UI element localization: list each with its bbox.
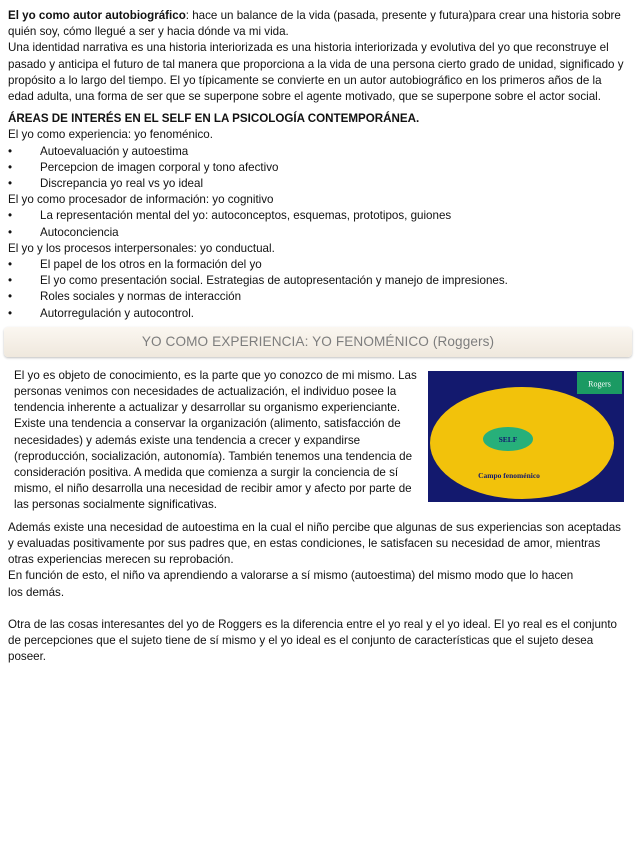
list-item-text: Roles sociales y normas de interacción	[40, 290, 242, 304]
list-item-text: Autoconciencia	[40, 225, 119, 239]
intro-line	[8, 8, 628, 40]
list-item	[8, 160, 628, 176]
field-label: Campo fenoménico	[478, 470, 540, 480]
bullet-marker: •	[8, 290, 13, 304]
esteem-paragraph: Además existe una necesidad de autoestima en la cual el niño percibe que algunas de sus experiencias son aceptadas y evaluadas positivamente por sus padres que, en estas condiciones, le satisfacen su necesidad de amor, mientras otras experiencias merecen su reprobación.	[8, 520, 621, 567]
bullet-marker: •	[8, 306, 13, 320]
document-page	[8, 8, 628, 665]
list-item	[8, 257, 628, 273]
list-item-text: La representación mental del yo: autoconceptos, esquemas, prototipos, guiones	[40, 209, 452, 223]
phenomenal-text: El yo es objeto de conocimiento, es la parte que yo conozco de mi mismo. Las personas venimos con necesidades de actualización, el individuo posee la tendencia inherente a actualizar y desarrollar su organismo experienciante. Existe una tendencia a conservar la organización (alimento, satisfacción de necesidades) y además existe una tendencia a crecer y expandirse (reproducción, socialización, autonomía). También tenemos una tendencia de consideración positiva. A medida que comienza a surgir la conciencia de sí mismo, el niño desarrolla una necesidad de recibir amor y afecto por parte de las personas socialmente significativas.	[14, 368, 417, 512]
bullet-marker: •	[8, 160, 13, 174]
list-item	[8, 273, 628, 289]
bullet-marker: •	[8, 258, 13, 272]
bullet-marker: •	[8, 144, 13, 158]
list-item-text: Percepcion de imagen corporal y tono afectivo	[40, 160, 279, 174]
corner-label: Rogers	[588, 379, 611, 389]
areas-heading	[8, 111, 628, 127]
list-item-text: Autoevaluación y autoestima	[40, 144, 189, 158]
bullet-marker: •	[8, 177, 13, 191]
rogers-figure	[428, 371, 624, 502]
intro-rest: : hace un balance de la vida (pasada, presente y futura)para crear una historia sobre quién soy, cómo llegué a ser y hacia dónde va mi vida.	[8, 9, 621, 39]
areas-group-1	[8, 192, 628, 241]
bullet-marker: •	[8, 274, 13, 288]
list-item	[8, 289, 628, 305]
esteem-section	[8, 520, 628, 601]
list-item-text: Discrepancia yo real vs yo ideal	[40, 177, 204, 191]
group-title: El yo como experiencia: yo fenoménico.	[8, 128, 213, 142]
esteem-line-2: los demás.	[8, 585, 65, 599]
esteem-line-1: En función de esto, el niño va aprendiendo a valorarse a sí mismo (autoestima) del mismo modo que lo hacen	[8, 569, 574, 583]
paragraph-spacer	[8, 601, 628, 617]
intro-paragraph: Una identidad narrativa es una historia interiorizada es una historia interiorizada y evolutiva del yo que reconstruye el pasado y anticipa el futuro de tal manera que proporciona a la vida de una persona cierto grado de unidad, significado y propósito a lo largo del tiempo. El yo típicamente se convierte en un autor autobiográfico en los primeros años de la edad adulta, una forma de ser que se superpone sobre el agente motivado, que se superpone sobre el actor social.	[8, 41, 624, 104]
rogers-diagram	[428, 371, 624, 502]
list-item-text: El papel de los otros en la formación del yo	[40, 258, 262, 272]
list-item	[8, 225, 628, 241]
group-title: El yo y los procesos interpersonales: yo conductual.	[8, 241, 275, 255]
phenomenal-section	[8, 368, 628, 516]
list-item	[8, 176, 628, 192]
areas-heading-text: ÁREAS DE INTERÉS EN EL SELF EN LA PSICOLOGÍA CONTEMPORÁNEA	[8, 112, 416, 126]
areas-group-0	[8, 127, 628, 192]
group-title: El yo como procesador de información: yo cognitivo	[8, 193, 274, 207]
list-item	[8, 208, 628, 224]
section-banner	[4, 327, 632, 357]
list-item	[8, 144, 628, 160]
list-item-text: Autorregulación y autocontrol.	[40, 306, 195, 320]
self-label: SELF	[498, 434, 518, 444]
bullet-list	[8, 144, 628, 193]
intro-bold-term: El yo como autor autobiográfico	[8, 9, 186, 22]
banner-title: YO COMO EXPERIENCIA: YO FENOMÉNICO (Roggers)	[141, 333, 495, 349]
closing-paragraph: Otra de las cosas interesantes del yo de Roggers es la diferencia entre el yo real y el yo ideal. El yo real es el conjunto de percepciones que el sujeto tiene de sí mismo y el yo ideal es el conjunto de características que el sujeto desea poseer.	[8, 617, 618, 664]
bullet-list	[8, 257, 628, 322]
bullet-marker: •	[8, 209, 13, 223]
list-item	[8, 306, 628, 322]
areas-heading-suffix: .	[415, 112, 420, 126]
list-item-text: El yo como presentación social. Estrategias de autopresentación y manejo de impresiones.	[40, 274, 508, 288]
bullet-list	[8, 208, 628, 240]
bullet-marker: •	[8, 225, 13, 239]
areas-group-2	[8, 241, 628, 322]
